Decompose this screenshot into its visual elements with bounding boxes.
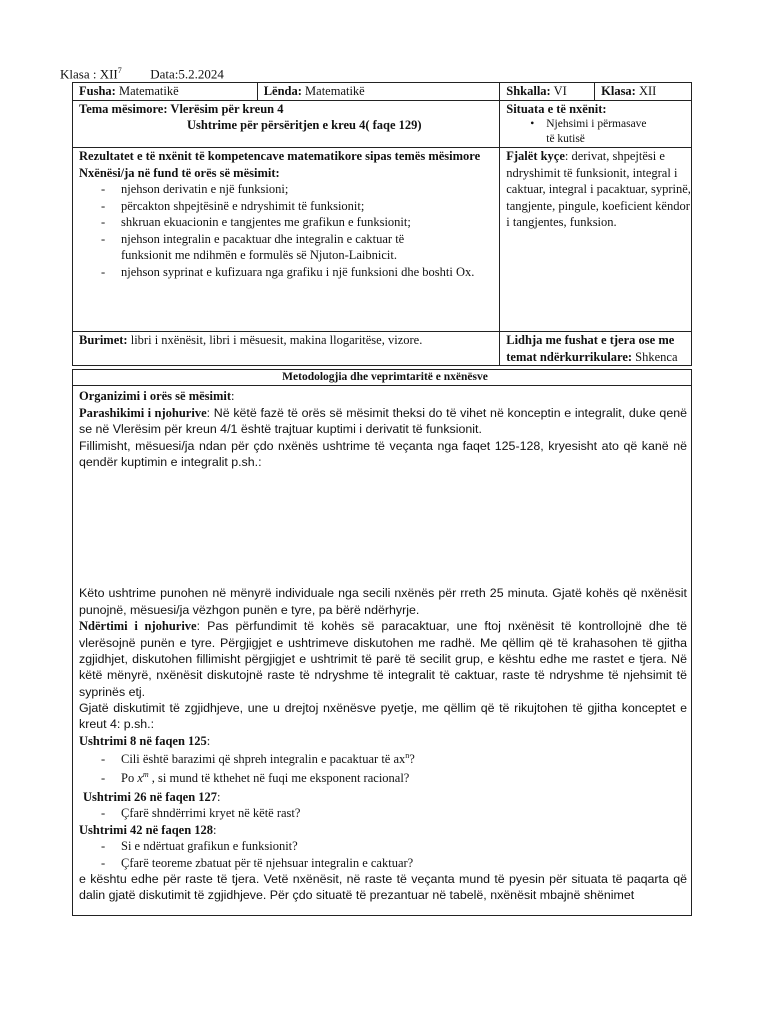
ndertimi-paragraph: Ndërtimi i njohurive: Pas përfundimit të kohës së paracaktuar, une ftoj nxënësit të kontrollojnë dhe të vlerësojnë punën e tyre. Përgjigjet e ushtrimeve diskutohen me radhë. Me qëllim që të krahasohen të gjitha zgjidhjet, diskutohen fillimisht përgjigjet e ushtrimit të parë të secilit grup, e kështu edhe me rastet e tjera. Në këtë mënyrë, nxënësit diskutojnë raste të ndryshme të integralit të caktuar, raste të ndryshme të njehsimit të syprinës etj. bbox=[79, 619, 687, 699]
ushtrimi-8-questions bbox=[79, 751, 687, 786]
fjalet-text: : derivat, shpejtësi e ndryshimit të funksionit, integral i caktuar, integral i pacaktuar, syprinë, tangjente, pingule, koeficient këndor i tangjentes, funksion. bbox=[506, 149, 691, 230]
gjate-paragraph: Gjatë diskutimit të zgjidhjeve, une u drejtoj nxënësve pyetje, me qëllim që të rikujtohen të gjitha konceptet e kreut 4: p.sh.: bbox=[79, 701, 687, 732]
parashikimi-paragraph: Parashikimi i njohurive: Në këtë fazë të orës së mësimit theksi do të vihet në konceptin e integralit, duke qenë se në Vlerësim për kreun 4/1 është trajtuar kuptimi i derivatit të funksionit. bbox=[79, 405, 687, 437]
lesson-plan-table bbox=[72, 82, 692, 366]
lenda-cell: Lënda: Matematikë bbox=[257, 83, 500, 101]
objectives-list bbox=[79, 181, 499, 280]
fusha-cell: Fusha: Matematikë bbox=[73, 83, 258, 101]
date-label: Data:5.2.2024 bbox=[150, 66, 224, 82]
tema-cell bbox=[73, 100, 500, 148]
situata-label: Situata e të nxënit: bbox=[506, 101, 607, 116]
klasa-cell: Klasa: XII bbox=[595, 83, 692, 101]
exercise-image-space bbox=[79, 470, 687, 585]
final-paragraph: e kështu edhe për raste të tjera. Vetë nxënësit, në raste të veçanta mund të pyesin për situata të paqarta që dalin gjatë diskutimit të zgjidhjeve. Për çdo situatë të prezantuar në tabelë, nxënësit mbajnë shënimet bbox=[79, 872, 687, 903]
objective-item: - njehson derivatin e një funksioni; bbox=[79, 181, 499, 198]
question-item: - Po $x^m$ , si mund të kthehet në fuqi me eksponent racional? bbox=[79, 770, 687, 787]
tema-subtitle: Ushtrime për përsëritjen e kreu 4( faqe 129) bbox=[187, 118, 422, 132]
lidhja-cell: Lidhja me fushat e tjera ose me temat ndërkurrikulare: Shkenca bbox=[500, 332, 692, 366]
fjalet-cell bbox=[500, 148, 692, 332]
methodology-header-row bbox=[73, 370, 692, 386]
question-item: - Si e ndërtuat grafikun e funksionit? bbox=[79, 838, 687, 855]
fillimisht-paragraph: Fillimisht, mësuesi/ja ndan për çdo nxënës ushtrime të veçanta nga faqet 125-128, kryesisht ato që kanë në qendër kuptimin e integralit p.sh.: bbox=[79, 438, 687, 469]
klasa-superscript: 7 bbox=[117, 66, 122, 75]
question-item: - Çfarë shndërrimi kryet në këtë rast? bbox=[79, 805, 687, 822]
objective-item: - njehson syprinat e kufizuara nga grafiku i një funksioni dhe boshti Ox. bbox=[79, 264, 499, 281]
ushtrimi-8-title: Ushtrimi 8 në faqen 125: bbox=[79, 733, 211, 748]
burimet-cell: Burimet: libri i nxënësit, libri i mësuesit, makina llogaritëse, vizore. bbox=[73, 332, 500, 366]
document-header bbox=[60, 66, 224, 82]
methodology-body bbox=[73, 386, 692, 916]
methodology-body-row bbox=[73, 386, 692, 916]
ushtrimi-26-questions bbox=[79, 805, 687, 822]
objective-item: - shkruan ekuacionin e tangjentes me grafikun e funksionit; bbox=[79, 214, 499, 231]
situata-item: • Njehsimi i përmasave të kutisë bbox=[506, 117, 691, 147]
rezultatet-cell bbox=[73, 148, 500, 332]
nxenesi-title: Nxënësi/ja në fund të orës së mësimit: bbox=[79, 165, 280, 180]
question-item: - Çfarë teoreme zbatuat për të njehsuar integralin e caktuar? bbox=[79, 855, 687, 872]
fjalet-label: Fjalët kyçe bbox=[506, 149, 565, 164]
ushtrimi-26-title: Ushtrimi 26 në faqen 127: bbox=[83, 789, 221, 804]
klasa-label: Klasa : XII bbox=[60, 66, 118, 82]
row-rezultatet bbox=[73, 148, 692, 332]
situata-list bbox=[506, 117, 691, 147]
methodology-table bbox=[72, 369, 692, 916]
objective-item: - përcakton shpejtësinë e ndryshimit të funksionit; bbox=[79, 198, 499, 215]
row-tema bbox=[73, 100, 692, 148]
ushtrimi-42-questions bbox=[79, 838, 687, 871]
row-burimet bbox=[73, 332, 692, 366]
methodology-title: Metodologjia dhe veprimtaritë e nxënësve bbox=[73, 370, 692, 386]
tema-title: Tema mësimore: Vlerësim për kreun 4 bbox=[79, 101, 284, 116]
keto-paragraph: Këto ushtrime punohen në mënyrë individuale nga secili nxënës për rreth 25 minuta. Gjatë kohës që nxënësit punojnë, mësuesi/ja vëzhgon punën e tyre, pa bërë ndërhyrje. bbox=[79, 586, 687, 617]
organizimi-heading: Organizimi i orës së mësimit: bbox=[79, 389, 235, 404]
row-fields bbox=[73, 83, 692, 101]
situata-cell bbox=[500, 100, 692, 148]
ushtrimi-42-title: Ushtrimi 42 në faqen 128: bbox=[79, 822, 217, 837]
shkalla-cell: Shkalla: VI bbox=[500, 83, 595, 101]
objective-item: - njehson integralin e pacaktuar dhe integralin e caktuar të funksionit me ndihmën e formulës së Njuton-Laibnicit. bbox=[79, 231, 499, 264]
rezultatet-title: Rezultatet e të nxënit të kompetencave matematikore sipas temës mësimore bbox=[79, 149, 481, 164]
question-item: - Cili është barazimi që shpreh integralin e pacaktuar të $ax^n$? bbox=[79, 751, 687, 768]
